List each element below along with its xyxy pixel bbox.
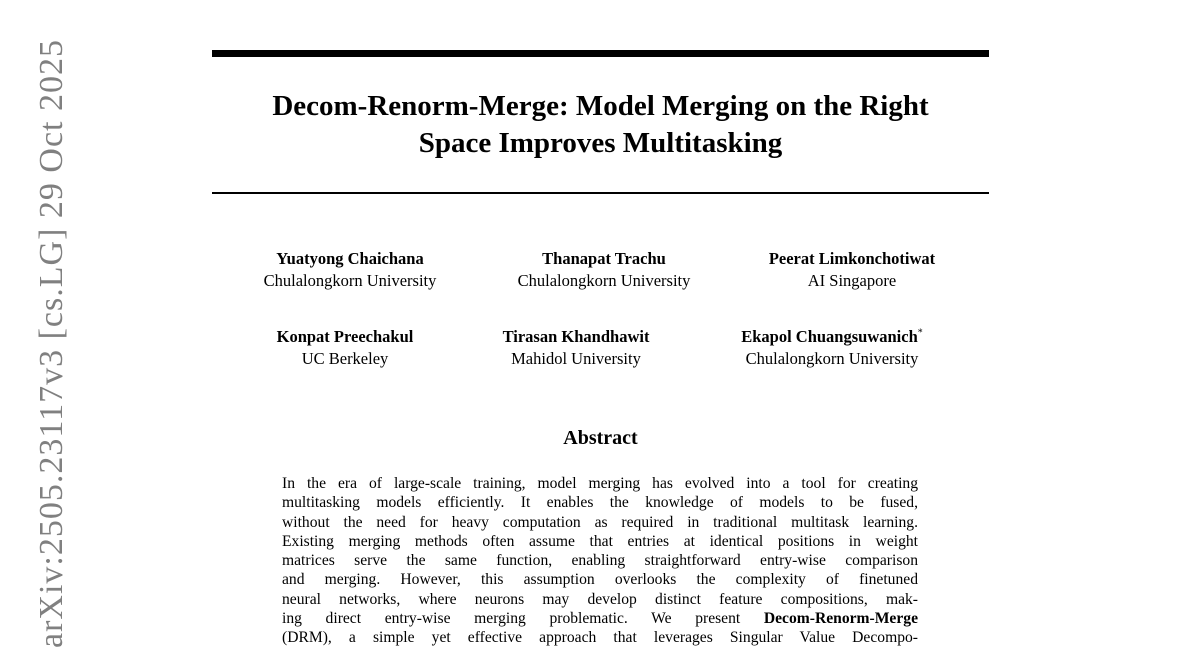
author-name: Tirasan Khandhawit — [502, 327, 650, 346]
author-name: Konpat Preechakul — [276, 327, 414, 346]
author-name: Yuatyong Chaichana — [276, 249, 424, 268]
abstract-line: matrices serve the same function, enabling straightforward entry-wise comparison — [282, 552, 918, 570]
abstract-line — [282, 609, 918, 628]
abstract-heading: Abstract — [563, 427, 638, 449]
abstract-line-prefix: ing direct entry-wise merging problematic. We present — [282, 610, 764, 628]
abstract-line: neural networks, where neurons may develop distinct feature compositions, mak- — [282, 590, 918, 608]
author-name: Thanapat Trachu — [542, 249, 666, 268]
author-block — [466, 326, 686, 370]
method-name-bold: Decom-Renorm-Merge — [763, 610, 918, 628]
author-block — [712, 326, 952, 370]
author-affiliation: Mahidol University — [511, 349, 641, 368]
paper-title — [212, 88, 989, 162]
title-line-1: Decom-Renorm-Merge: Model Merging on the Right — [272, 90, 929, 122]
title-bottom-rule — [212, 192, 989, 194]
abstract-line: In the era of large-scale training, model merging has evolved into a tool for creating — [282, 475, 918, 492]
title-line-2: Space Improves Multitasking — [418, 127, 783, 159]
arxiv-identifier-stamp: arXiv:2505.23117v3 [cs.LG] 29 Oct 2025 — [33, 39, 70, 648]
author-block — [235, 326, 455, 370]
author-affiliation: AI Singapore — [807, 271, 897, 290]
corresponding-author-mark: * — [917, 327, 923, 339]
author-affiliation: UC Berkeley — [301, 349, 389, 368]
author-name: Ekapol Chuangsuwanich — [741, 327, 918, 346]
author-name: Peerat Limkonchotiwat — [768, 249, 936, 268]
author-block — [240, 248, 460, 292]
abstract-line: and merging. However, this assumption overlooks the complexity of finetuned — [282, 571, 918, 589]
abstract-text — [282, 474, 918, 648]
author-affiliation: Chulalongkorn University — [745, 349, 919, 368]
author-affiliation: Chulalongkorn University — [517, 271, 691, 290]
abstract-line: (DRM), a simple yet effective approach that leverages Singular Value Decompo- — [282, 629, 918, 647]
author-block — [494, 248, 714, 292]
abstract-line: without the need for heavy computation as required in traditional multitask learning. — [282, 513, 918, 531]
author-block — [742, 248, 962, 292]
title-top-rule — [212, 50, 989, 57]
author-affiliation: Chulalongkorn University — [263, 271, 437, 290]
abstract-line: Existing merging methods often assume that entries at identical positions in weight — [282, 532, 918, 550]
abstract-line: multitasking models efficiently. It enables the knowledge of models to be fused, — [282, 494, 918, 512]
